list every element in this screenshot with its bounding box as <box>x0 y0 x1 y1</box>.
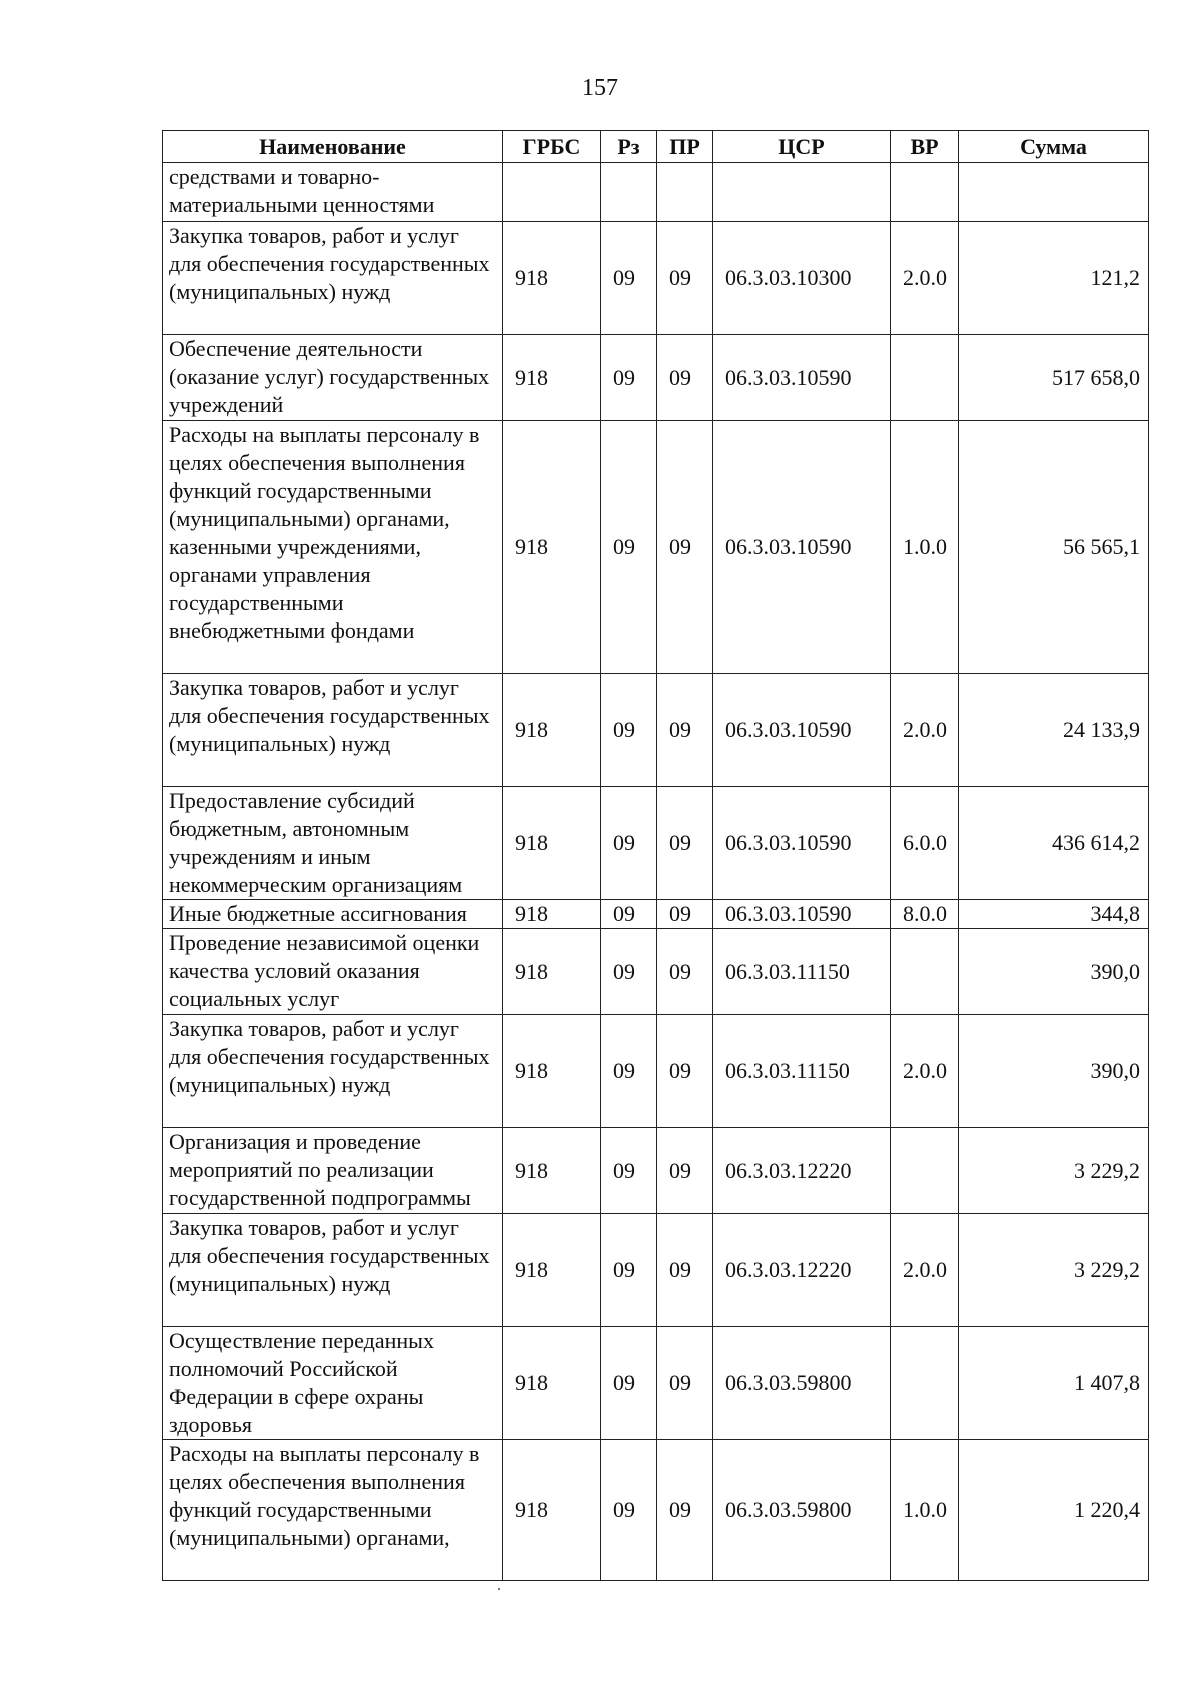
row-csr: 06.3.03.10300 <box>713 222 891 335</box>
row-vr: 2.0.0 <box>891 222 959 335</box>
row-sum: 390,0 <box>959 1015 1149 1128</box>
row-name: Организация и проведение мероприятий по реализации государственной подпрограммы <box>163 1128 503 1214</box>
row-sum: 56 565,1 <box>959 421 1149 674</box>
row-rz: 09 <box>601 1015 657 1128</box>
row-sum: 1 220,4 <box>959 1440 1149 1581</box>
row-vr: 2.0.0 <box>891 1214 959 1327</box>
table-row <box>163 1327 1149 1440</box>
row-name: Расходы на выплаты персоналу в целях обеспечения выполнения функций государственными (муниципальными) органами, <box>163 1440 503 1581</box>
header-vr: ВР <box>891 131 959 163</box>
header-csr: ЦСР <box>713 131 891 163</box>
row-pr: 09 <box>657 900 713 929</box>
row-csr: 06.3.03.11150 <box>713 929 891 1015</box>
row-pr: 09 <box>657 674 713 787</box>
row-pr: 09 <box>657 1440 713 1581</box>
row-csr: 06.3.03.59800 <box>713 1440 891 1581</box>
row-grbs: 918 <box>503 1214 601 1327</box>
row-rz: 09 <box>601 421 657 674</box>
row-rz: 09 <box>601 335 657 421</box>
row-grbs: 918 <box>503 787 601 900</box>
row-pr: 09 <box>657 1327 713 1440</box>
table-row <box>163 1440 1149 1581</box>
row-sum: 3 229,2 <box>959 1214 1149 1327</box>
row-vr <box>891 163 959 222</box>
table-row <box>163 222 1149 335</box>
row-sum: 436 614,2 <box>959 787 1149 900</box>
row-vr: 8.0.0 <box>891 900 959 929</box>
header-sum: Сумма <box>959 131 1149 163</box>
row-csr: 06.3.03.12220 <box>713 1214 891 1327</box>
row-rz: 09 <box>601 787 657 900</box>
row-sum <box>959 163 1149 222</box>
row-name: Закупка товаров, работ и услуг для обеспечения государственных (муниципальных) нужд <box>163 1214 503 1327</box>
row-grbs <box>503 163 601 222</box>
header-grbs: ГРБС <box>503 131 601 163</box>
row-rz: 09 <box>601 1327 657 1440</box>
row-pr: 09 <box>657 787 713 900</box>
row-vr: 1.0.0 <box>891 421 959 674</box>
row-rz <box>601 163 657 222</box>
table-row <box>163 335 1149 421</box>
row-vr <box>891 929 959 1015</box>
row-vr <box>891 1327 959 1440</box>
row-rz: 09 <box>601 929 657 1015</box>
row-pr <box>657 163 713 222</box>
row-sum: 344,8 <box>959 900 1149 929</box>
row-vr: 6.0.0 <box>891 787 959 900</box>
row-vr: 1.0.0 <box>891 1440 959 1581</box>
row-sum: 517 658,0 <box>959 335 1149 421</box>
row-rz: 09 <box>601 222 657 335</box>
row-grbs: 918 <box>503 222 601 335</box>
row-csr: 06.3.03.12220 <box>713 1128 891 1214</box>
row-pr: 09 <box>657 1015 713 1128</box>
row-csr: 06.3.03.11150 <box>713 1015 891 1128</box>
row-name: Иные бюджетные ассигнования <box>163 900 503 929</box>
row-grbs: 918 <box>503 674 601 787</box>
row-pr: 09 <box>657 929 713 1015</box>
row-pr: 09 <box>657 222 713 335</box>
table-row <box>163 163 1149 222</box>
row-grbs: 918 <box>503 335 601 421</box>
row-vr: 2.0.0 <box>891 674 959 787</box>
row-rz: 09 <box>601 900 657 929</box>
row-vr: 2.0.0 <box>891 1015 959 1128</box>
row-name: Обеспечение деятельности (оказание услуг) государственных учреждений <box>163 335 503 421</box>
row-name: Закупка товаров, работ и услуг для обеспечения государственных (муниципальных) нужд <box>163 1015 503 1128</box>
scan-speck <box>498 1588 500 1590</box>
row-grbs: 918 <box>503 1015 601 1128</box>
row-grbs: 918 <box>503 1440 601 1581</box>
row-csr: 06.3.03.10590 <box>713 674 891 787</box>
row-grbs: 918 <box>503 900 601 929</box>
row-name: Закупка товаров, работ и услуг для обеспечения государственных (муниципальных) нужд <box>163 222 503 335</box>
row-rz: 09 <box>601 1214 657 1327</box>
row-name: средствами и товарно-материальными ценностями <box>163 163 503 222</box>
table-row <box>163 787 1149 900</box>
page-number: 157 <box>582 75 618 101</box>
table-row <box>163 421 1149 674</box>
row-rz: 09 <box>601 1440 657 1581</box>
row-name: Осуществление переданных полномочий Российской Федерации в сфере охраны здоровья <box>163 1327 503 1440</box>
row-rz: 09 <box>601 1128 657 1214</box>
header-name: Наименование <box>163 131 503 163</box>
row-vr <box>891 335 959 421</box>
row-csr: 06.3.03.10590 <box>713 900 891 929</box>
row-sum: 3 229,2 <box>959 1128 1149 1214</box>
table-row <box>163 674 1149 787</box>
table-body <box>163 163 1149 1581</box>
row-pr: 09 <box>657 1214 713 1327</box>
row-csr: 06.3.03.10590 <box>713 421 891 674</box>
row-sum: 1 407,8 <box>959 1327 1149 1440</box>
row-sum: 390,0 <box>959 929 1149 1015</box>
row-grbs: 918 <box>503 421 601 674</box>
row-name: Расходы на выплаты персоналу в целях обеспечения выполнения функций государственными (муниципальными) органами, казенными учреждениями, органами управления государственными внебюджетными фондами <box>163 421 503 674</box>
row-pr: 09 <box>657 335 713 421</box>
row-name: Предоставление субсидий бюджетным, автономным учреждениям и иным некоммерческим организациям <box>163 787 503 900</box>
row-csr: 06.3.03.10590 <box>713 335 891 421</box>
table-row <box>163 929 1149 1015</box>
table-header <box>163 131 1149 163</box>
table-row <box>163 1128 1149 1214</box>
table-row <box>163 900 1149 929</box>
row-csr: 06.3.03.59800 <box>713 1327 891 1440</box>
header-row <box>163 131 1149 163</box>
header-pr: ПР <box>657 131 713 163</box>
row-csr: 06.3.03.10590 <box>713 787 891 900</box>
row-grbs: 918 <box>503 929 601 1015</box>
header-rz: Рз <box>601 131 657 163</box>
row-rz: 09 <box>601 674 657 787</box>
row-name: Закупка товаров, работ и услуг для обеспечения государственных (муниципальных) нужд <box>163 674 503 787</box>
row-sum: 121,2 <box>959 222 1149 335</box>
table-row <box>163 1015 1149 1128</box>
row-vr <box>891 1128 959 1214</box>
table-row <box>163 1214 1149 1327</box>
row-sum: 24 133,9 <box>959 674 1149 787</box>
row-grbs: 918 <box>503 1128 601 1214</box>
row-csr <box>713 163 891 222</box>
row-name: Проведение независимой оценки качества условий оказания социальных услуг <box>163 929 503 1015</box>
budget-table <box>162 130 1149 1581</box>
row-pr: 09 <box>657 421 713 674</box>
row-pr: 09 <box>657 1128 713 1214</box>
row-grbs: 918 <box>503 1327 601 1440</box>
